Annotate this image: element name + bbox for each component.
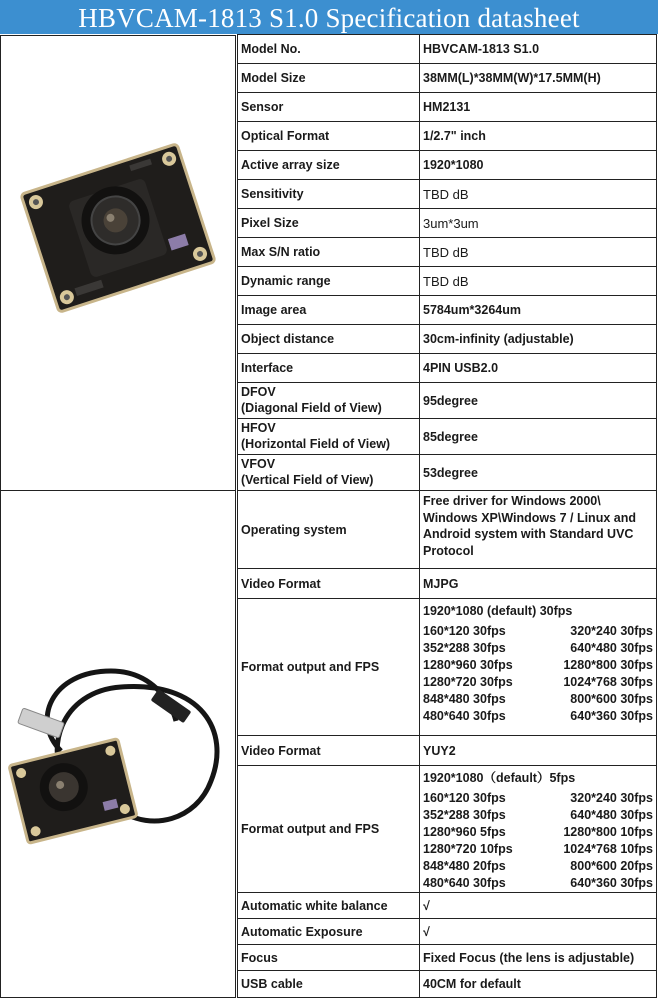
spec-value: 53degree — [419, 454, 657, 491]
table-row — [237, 418, 657, 454]
spec-label: Object distance — [237, 324, 420, 354]
fov-full-name: (Horizontal Field of View) — [241, 437, 391, 451]
table-row — [237, 266, 657, 295]
spec-value: TBD dB — [419, 266, 657, 296]
camera-with-usb-cable-image — [0, 490, 236, 998]
format-entry: 480*640 30fps — [423, 876, 506, 890]
spec-value: 30cm-infinity (adjustable) — [419, 324, 657, 354]
spec-value: HBVCAM-1813 S1.0 — [419, 34, 657, 64]
fov-abbrev: VFOV — [241, 457, 276, 471]
spec-value: TBD dB — [419, 179, 657, 209]
table-row — [237, 598, 657, 735]
spec-label — [237, 454, 420, 491]
spec-label: Active array size — [237, 150, 420, 180]
spec-label: Format output and FPS — [237, 765, 420, 893]
table-row — [237, 765, 657, 892]
table-row — [237, 970, 657, 997]
table-row — [237, 382, 657, 418]
table-row — [237, 208, 657, 237]
format-entry: 160*120 30fps — [423, 624, 506, 638]
default-format: 1920*1080（default）5fps — [423, 771, 576, 785]
table-row — [237, 353, 657, 382]
table-row — [237, 918, 657, 944]
spec-label: Operating system — [237, 490, 420, 569]
format-entry: 1280*720 10fps — [423, 842, 513, 856]
spec-value: MJPG — [419, 568, 657, 599]
format-entry: 848*480 20fps — [423, 859, 506, 873]
spec-label — [237, 382, 420, 419]
table-row — [237, 237, 657, 266]
format-entry: 320*240 30fps — [570, 624, 653, 638]
format-entry: 1024*768 10fps — [563, 842, 653, 856]
format-entry: 800*600 20fps — [570, 859, 653, 873]
format-entry: 1280*720 30fps — [423, 675, 513, 689]
format-entry: 320*240 30fps — [570, 791, 653, 805]
table-row — [237, 63, 657, 92]
table-row — [237, 892, 657, 918]
table-row — [237, 568, 657, 598]
format-entry: 1280*800 30fps — [563, 658, 653, 672]
page-title: HBVCAM-1813 S1.0 Specification datasheet — [0, 0, 658, 34]
spec-label: Focus — [237, 944, 420, 971]
spec-label: Max S/N ratio — [237, 237, 420, 267]
spec-label: Automatic Exposure — [237, 918, 420, 945]
format-entry: 160*120 30fps — [423, 791, 506, 805]
spec-table — [0, 34, 658, 998]
spec-value: 4PIN USB2.0 — [419, 353, 657, 383]
spec-label — [237, 418, 420, 455]
spec-label: Format output and FPS — [237, 598, 420, 736]
spec-value: 3um*3um — [419, 208, 657, 238]
spec-label: USB cable — [237, 970, 420, 998]
spec-value: Free driver for Windows 2000\ Windows XP\Windows 7 / Linux and Android system with Standard UVC Protocol — [419, 490, 657, 569]
spec-value: 1920*1080 — [419, 150, 657, 180]
default-format: 1920*1080 (default) 30fps — [423, 604, 573, 618]
spec-label: Automatic white balance — [237, 892, 420, 919]
format-entry: 1024*768 30fps — [563, 675, 653, 689]
table-row — [237, 295, 657, 324]
spec-value: HM2131 — [419, 92, 657, 122]
table-row — [237, 490, 657, 568]
format-entry: 1280*800 10fps — [563, 825, 653, 839]
camera-board-image — [0, 35, 236, 491]
spec-value: Fixed Focus (the lens is adjustable) — [419, 944, 657, 971]
fov-full-name: (Vertical Field of View) — [241, 473, 374, 487]
spec-value: YUY2 — [419, 735, 657, 766]
format-entry: 640*480 30fps — [570, 641, 653, 655]
spec-label: Interface — [237, 353, 420, 383]
spec-value: 38MM(L)*38MM(W)*17.5MM(H) — [419, 63, 657, 93]
spec-value: TBD dB — [419, 237, 657, 267]
spec-label: Pixel Size — [237, 208, 420, 238]
format-entry: 1280*960 30fps — [423, 658, 513, 672]
format-fps-list — [419, 598, 657, 736]
fov-abbrev: HFOV — [241, 421, 276, 435]
spec-label: Optical Format — [237, 121, 420, 151]
spec-value: 40CM for default — [419, 970, 657, 998]
format-entry: 352*288 30fps — [423, 641, 506, 655]
format-entry: 848*480 30fps — [423, 692, 506, 706]
table-row — [237, 121, 657, 150]
spec-label: Video Format — [237, 568, 420, 599]
table-row — [237, 324, 657, 353]
table-row — [237, 179, 657, 208]
format-entry: 640*360 30fps — [570, 709, 653, 723]
spec-value: √ — [419, 892, 657, 919]
spec-label: Sensitivity — [237, 179, 420, 209]
spec-value: 5784um*3264um — [419, 295, 657, 325]
table-row — [237, 454, 657, 490]
table-row — [237, 944, 657, 970]
format-fps-list — [419, 765, 657, 893]
format-entry: 352*288 30fps — [423, 808, 506, 822]
format-entry: 480*640 30fps — [423, 709, 506, 723]
table-row — [237, 735, 657, 765]
spec-label: Dynamic range — [237, 266, 420, 296]
spec-value: √ — [419, 918, 657, 945]
table-row — [237, 92, 657, 121]
spec-label: Model Size — [237, 63, 420, 93]
spec-label: Model No. — [237, 34, 420, 64]
spec-value: 95degree — [419, 382, 657, 419]
format-entry: 640*480 30fps — [570, 808, 653, 822]
fov-abbrev: DFOV — [241, 385, 276, 399]
table-row — [237, 150, 657, 179]
spec-label: Video Format — [237, 735, 420, 766]
format-entry: 800*600 30fps — [570, 692, 653, 706]
spec-value: 1/2.7" inch — [419, 121, 657, 151]
fov-full-name: (Diagonal Field of View) — [241, 401, 382, 415]
format-entry: 640*360 30fps — [570, 876, 653, 890]
spec-label: Image area — [237, 295, 420, 325]
spec-label: Sensor — [237, 92, 420, 122]
table-row — [237, 34, 657, 63]
spec-value: 85degree — [419, 418, 657, 455]
format-entry: 1280*960 5fps — [423, 825, 506, 839]
